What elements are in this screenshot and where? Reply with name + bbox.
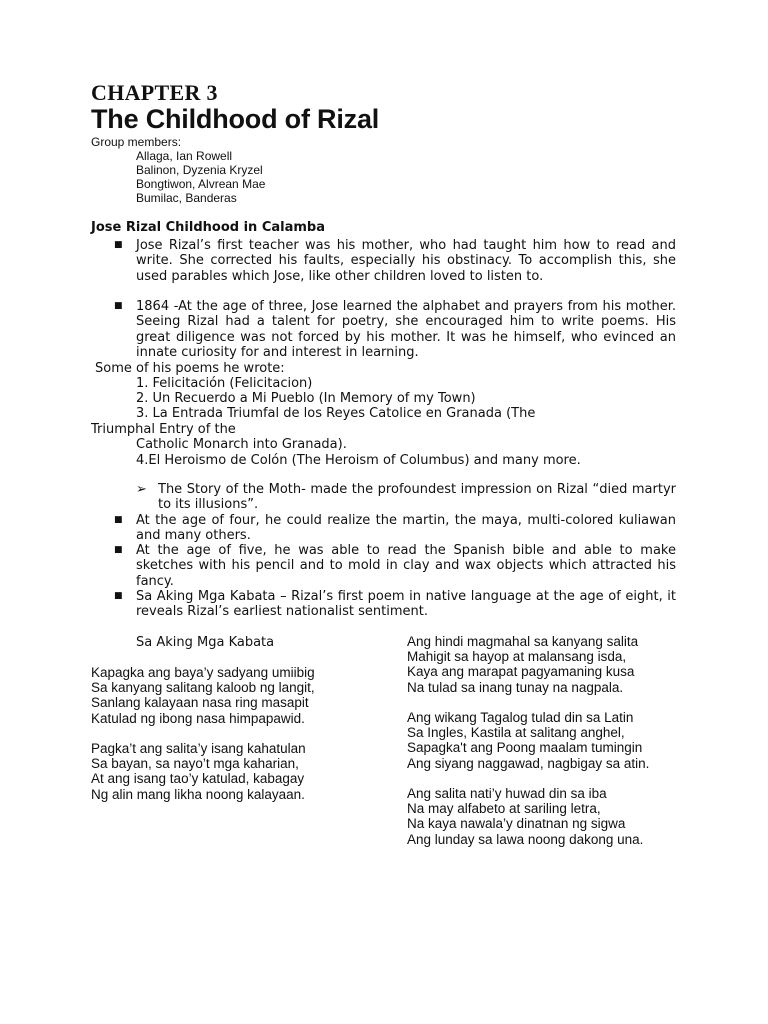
bullet-item: Jose Rizal’s first teacher was his mother, who had taught him how to read and write. She corrected his faults, especially his obstinacy. To accomplish this, she used parables which Jose, like other children loved to listen to.: [136, 238, 676, 284]
group-members-list: [136, 149, 265, 205]
poem-line: Ang lunday sa lawa noong dakong una.: [407, 831, 644, 847]
poem-line: Sa Ingles, Kastila at salitang anghel,: [407, 725, 625, 741]
arrow-item: The Story of the Moth- made the profoundest impression on Rizal “died martyr to its illusions”.: [158, 482, 676, 513]
poem-list-item-continued: Triumphal Entry of the: [91, 422, 236, 437]
poem-line: Na may alfabeto at sariling letra,: [407, 801, 601, 817]
poem-line: Na kaya nawala’y dinatnan ng sigwa: [407, 816, 626, 832]
group-member: Balinon, Dyzenia Kryzel: [136, 163, 263, 177]
poem-list-item-continued: Catholic Monarch into Granada).: [136, 437, 347, 452]
bullet-item: At the age of five, he was able to read the Spanish bible and able to make sketches with his pencil and to mold in clay and wax objects which attracted his fancy.: [136, 543, 676, 589]
poem-title: Sa Aking Mga Kabata: [136, 635, 275, 650]
poem-line: Katulad ng ibong nasa himpapawid.: [91, 710, 305, 726]
poem-line: Ang salita nati’y huwad din sa iba: [407, 786, 607, 801]
poem-line: Sa bayan, sa nayo’t mga kaharian,: [91, 756, 299, 772]
bullet-item: 1864 -At the age of three, Jose learned the alphabet and prayers from his mother. Seeing Rizal had a talent for poetry, she encouraged him to write poems. His great diligence was not forced by his mother. It was he himself, who evinced an innate curiosity for and interest in learning.: [136, 299, 676, 361]
poem-line-spacer: [407, 695, 649, 710]
section-heading: Jose Rizal Childhood in Calamba: [91, 220, 325, 235]
poem-line: Ang hindi magmahal sa kanyang salita: [407, 634, 639, 649]
poem-left-column: [91, 665, 315, 802]
poem-line: Sa kanyang salitang kaloob ng langit,: [91, 680, 315, 696]
poem-line-spacer: [407, 771, 649, 786]
square-bullet-icon: ■: [114, 591, 123, 601]
bullet-item: Sa Aking Mga Kabata – Rizal’s first poem in native language at the age of eight, it reveals Rizal’s earliest nationalist sentiment.: [136, 589, 676, 620]
group-member: Bumilac, Banderas: [136, 191, 237, 205]
chapter-label: CHAPTER 3: [91, 80, 218, 105]
poem-line-spacer: [91, 726, 315, 741]
group-member: Bongtiwon, Alvrean Mae: [136, 177, 266, 191]
group-members-label: Group members:: [91, 135, 182, 149]
poem-line: Ang wikang Tagalog tulad din sa Latin: [407, 710, 634, 725]
square-bullet-icon: ■: [114, 240, 123, 250]
poem-line: Kapagka ang baya’y sadyang umiibig: [91, 665, 315, 680]
square-bullet-icon: ■: [114, 301, 123, 311]
poem-line: Mahigit sa hayop at malansang isda,: [407, 649, 627, 665]
group-member: Allaga, Ian Rowell: [136, 149, 233, 163]
poem-right-column: [407, 634, 649, 847]
poem-line: Pagka’t ang salita’y isang kahatulan: [91, 741, 306, 756]
poem-list-item: 4.El Heroismo de Colón (The Heroism of Columbus) and many more.: [136, 453, 581, 468]
arrow-bullet-icon: ➢: [136, 482, 147, 497]
poems-intro: Some of his poems he wrote:: [95, 361, 285, 376]
square-bullet-icon: ■: [114, 515, 123, 525]
page-title: The Childhood of Rizal: [91, 104, 380, 134]
poem-line: At ang isang tao’y katulad, kabagay: [91, 771, 305, 787]
poem-line: Ang siyang naggawad, nagbigay sa atin.: [407, 755, 650, 771]
poem-list-item: 3. La Entrada Triumfal de los Reyes Catolice en Granada (The: [136, 406, 536, 421]
poem-line: Sanlang kalayaan nasa ring masapit: [91, 695, 309, 711]
poem-list-item: 2. Un Recuerdo a Mi Pueblo (In Memory of my Town): [136, 391, 476, 406]
bullet-item: At the age of four, he could realize the martin, the maya, multi-colored kuliawan and many others.: [136, 513, 676, 544]
poem-line: Ng alin mang likha noong kalayaan.: [91, 786, 305, 802]
poem-line: Na tulad sa inang tunay na nagpala.: [407, 679, 624, 695]
poem-list-item: 1. Felicitación (Felicitacion): [136, 376, 313, 391]
square-bullet-icon: ■: [114, 545, 123, 555]
poem-line: Kaya ang marapat pagyamaning kusa: [407, 664, 635, 680]
poem-line: Sapagka't ang Poong maalam tumingin: [407, 740, 643, 756]
